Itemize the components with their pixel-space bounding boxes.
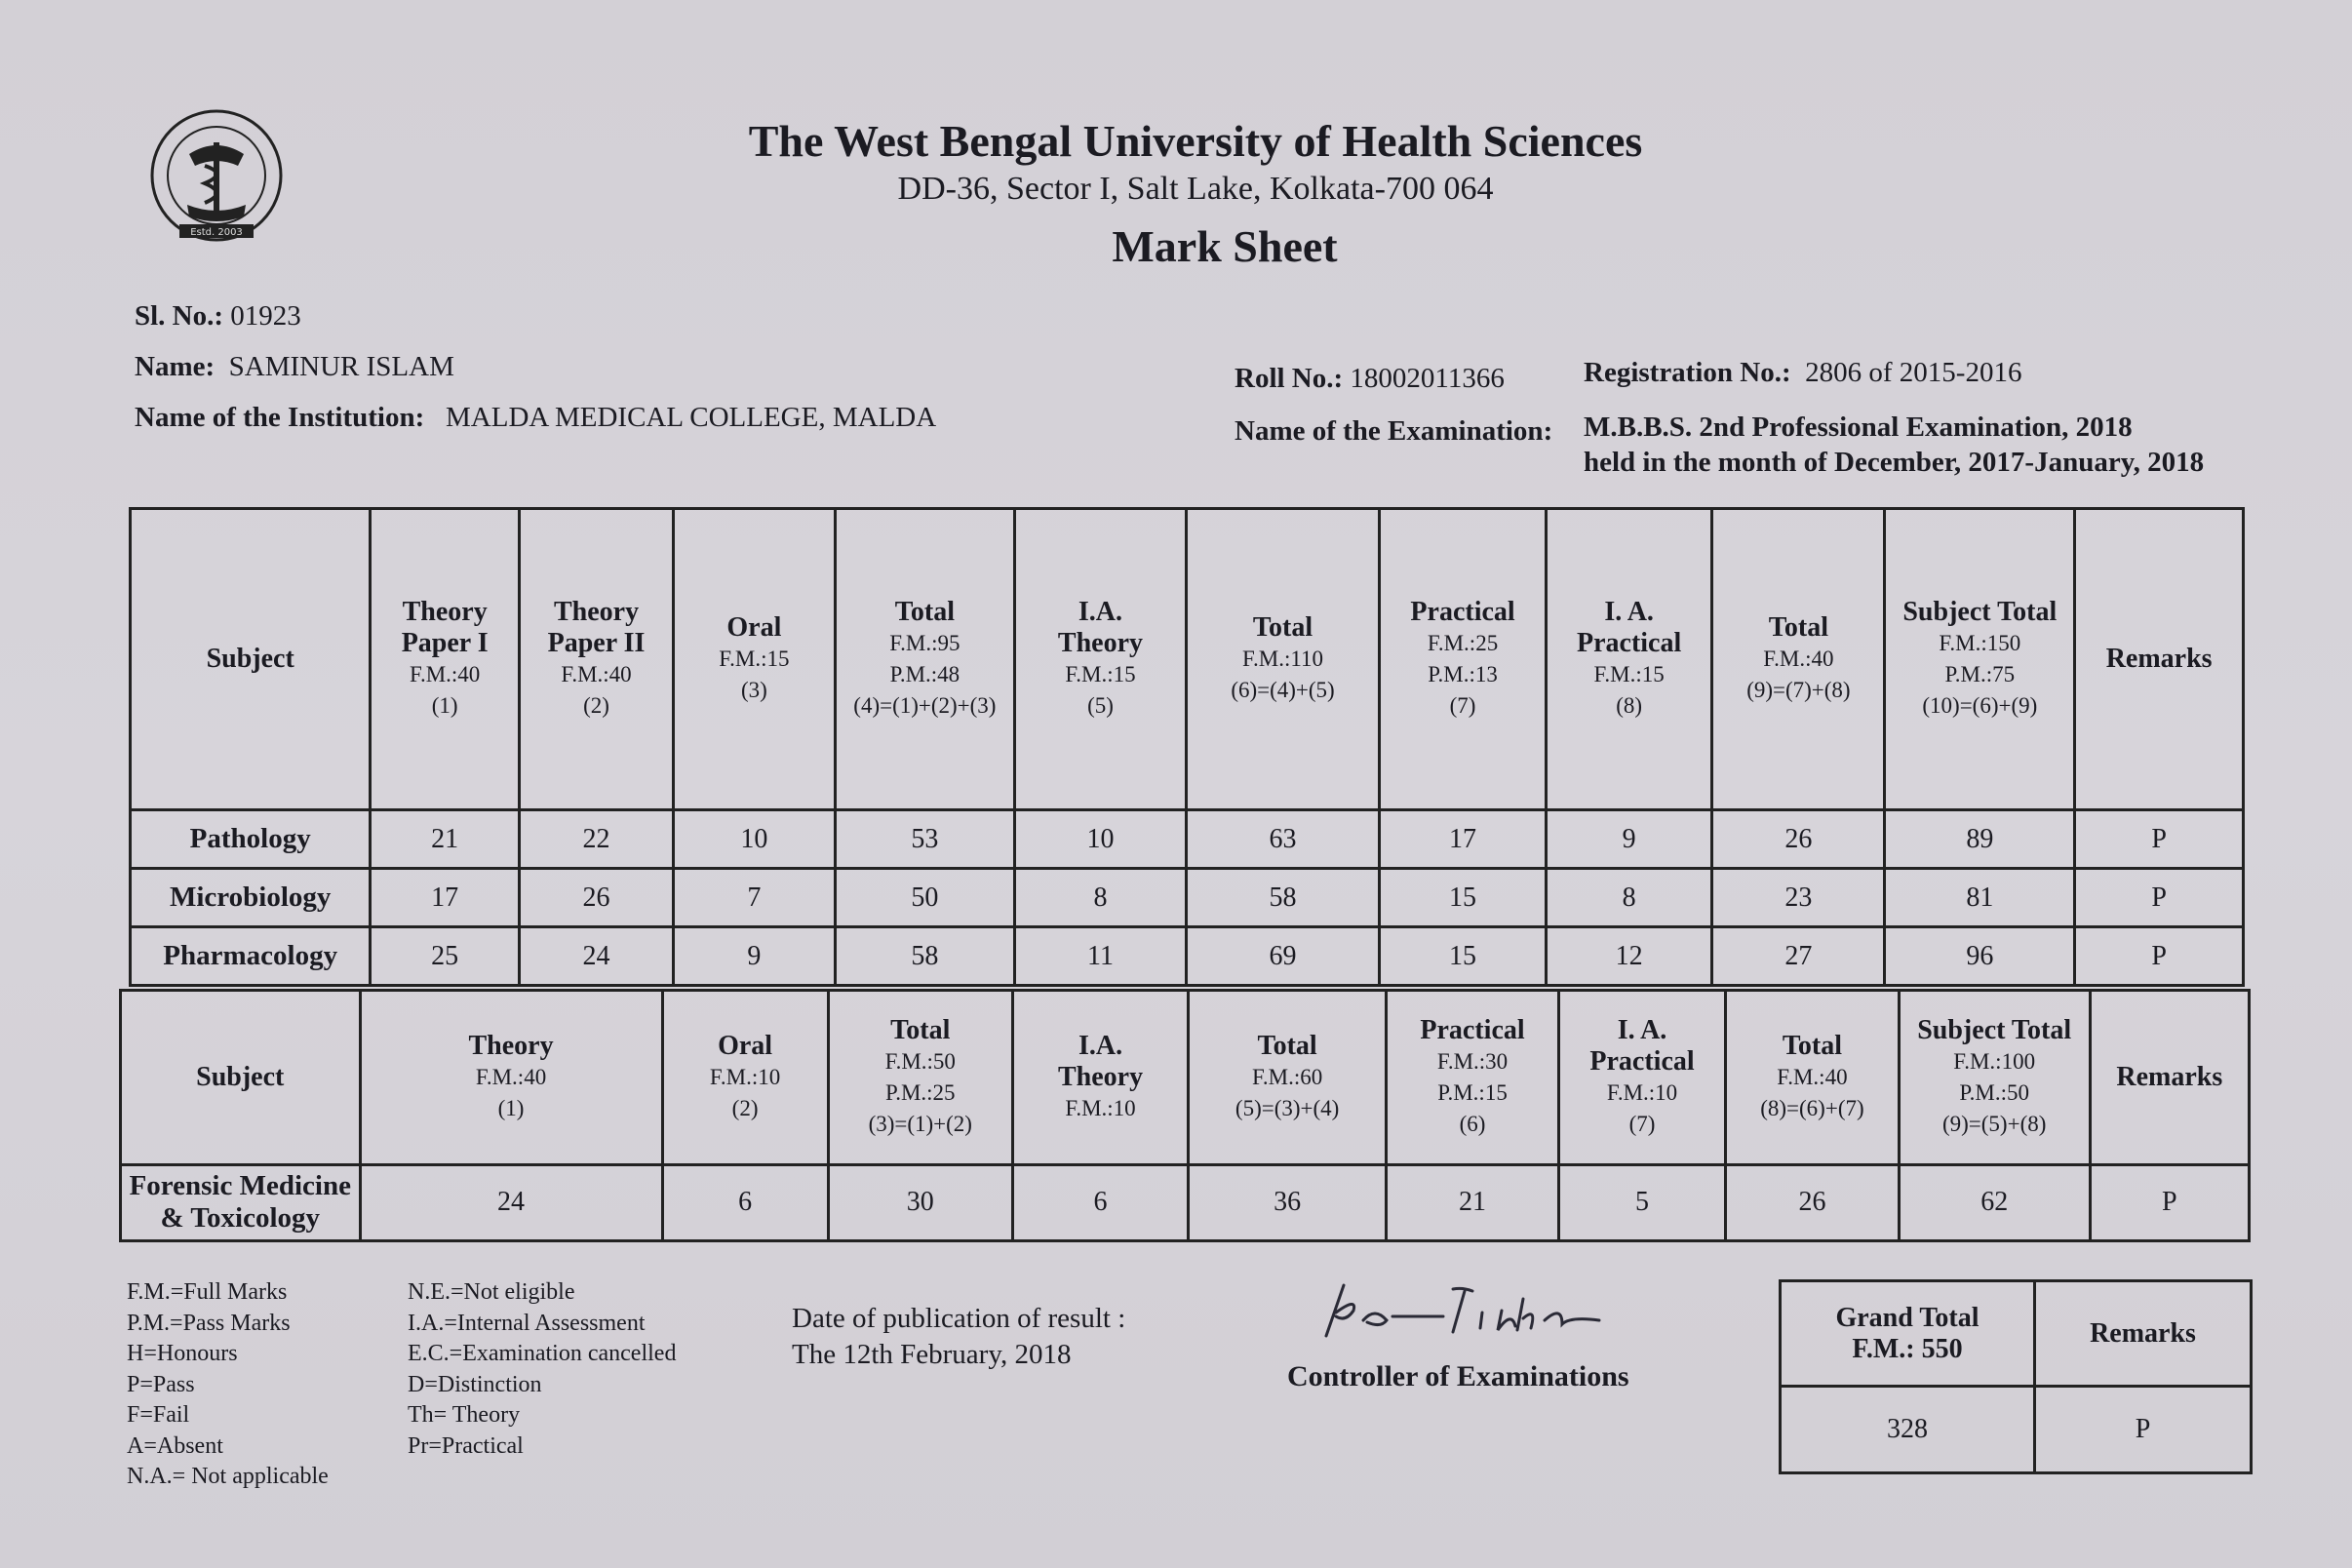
- grand-total-value: 328: [1781, 1387, 2035, 1473]
- legend-item: F=Fail: [127, 1402, 190, 1428]
- legend-item: E.C.=Examination cancelled: [408, 1341, 677, 1366]
- table-row: [121, 1164, 2250, 1240]
- header-oral: Oral F.M.:15 (3): [674, 509, 835, 810]
- mark-cell: 26: [1726, 1164, 1900, 1240]
- mark-cell: 62: [1899, 1164, 2090, 1240]
- table-header-row: [131, 509, 2244, 810]
- registration-number: Registration No.: 2806 of 2015-2016: [1584, 357, 2022, 388]
- header-theory: Theory F.M.:40 (1): [360, 991, 662, 1165]
- table-row: [131, 869, 2244, 927]
- mark-cell: 8: [1546, 869, 1712, 927]
- header-practical: Practical F.M.:25 P.M.:13 (7): [1380, 509, 1547, 810]
- legend-item: P.M.=Pass Marks: [127, 1310, 291, 1336]
- mark-cell: 30: [828, 1164, 1012, 1240]
- mark-cell: P: [2075, 810, 2244, 869]
- mark-cell: 26: [519, 869, 673, 927]
- subject-name: Pathology: [131, 810, 371, 869]
- header-subject: Subject: [131, 509, 371, 810]
- svg-text:Estd. 2003: Estd. 2003: [190, 227, 243, 238]
- header-total: Total F.M.:40 (8)=(6)+(7): [1726, 991, 1900, 1165]
- mark-cell: 12: [1546, 927, 1712, 986]
- marks-table-forensic: [119, 989, 2251, 1242]
- header-subject-total: Subject Total F.M.:150 P.M.:75 (10)=(6)+(9): [1885, 509, 2075, 810]
- mark-cell: 53: [835, 810, 1015, 869]
- legend-col-2: [408, 1277, 676, 1462]
- table-row: [131, 927, 2244, 986]
- mark-cell: 63: [1186, 810, 1380, 869]
- mark-cell: 10: [1015, 810, 1187, 869]
- mark-cell: 21: [371, 810, 520, 869]
- legend-item: Pr=Practical: [408, 1432, 524, 1459]
- legend-item: H=Honours: [127, 1341, 238, 1366]
- header-i-a-practical: I. A. Practical F.M.:10 (7): [1558, 991, 1725, 1165]
- mark-cell: 15: [1380, 927, 1547, 986]
- mark-cell: 22: [519, 810, 673, 869]
- legend-col-1: [127, 1277, 329, 1493]
- mark-cell: 17: [371, 869, 520, 927]
- mark-cell: 5: [1558, 1164, 1725, 1240]
- mark-cell: 24: [519, 927, 673, 986]
- mark-cell: 89: [1885, 810, 2075, 869]
- header-theory-paper-ii: Theory Paper II F.M.:40 (2): [519, 509, 673, 810]
- examination-name: M.B.B.S. 2nd Professional Examination, 2018 held in the month of December, 2017-January, 2018: [1584, 412, 2205, 478]
- mark-cell: P: [2075, 927, 2244, 986]
- legend-item: F.M.=Full Marks: [127, 1279, 288, 1305]
- institution-name: Name of the Institution: MALDA MEDICAL COLLEGE, MALDA: [135, 402, 937, 433]
- legend-item: Th= Theory: [408, 1402, 521, 1428]
- mark-cell: 50: [835, 869, 1015, 927]
- marks-table-main: [129, 507, 2245, 987]
- grand-remarks-header: Remarks: [2035, 1281, 2252, 1387]
- legend-item: A=Absent: [127, 1432, 223, 1459]
- mark-cell: 96: [1885, 927, 2075, 986]
- header-total: Total F.M.:110 (6)=(4)+(5): [1186, 509, 1380, 810]
- mark-cell: 81: [1885, 869, 2075, 927]
- mark-cell: 6: [662, 1164, 828, 1240]
- header-practical: Practical F.M.:30 P.M.:15 (6): [1387, 991, 1559, 1165]
- mark-cell: 25: [371, 927, 520, 986]
- serial-number: Sl. No.: 01923: [135, 300, 301, 332]
- university-address: DD-36, Sector I, Salt Lake, Kolkata-700 064: [897, 171, 1494, 207]
- page-title: Mark Sheet: [1112, 221, 1338, 271]
- header-total: Total F.M.:95 P.M.:48 (4)=(1)+(2)+(3): [835, 509, 1015, 810]
- header-remarks: Remarks: [2090, 991, 2249, 1165]
- mark-cell: 26: [1712, 810, 1885, 869]
- mark-cell: P: [2075, 869, 2244, 927]
- mark-cell: 24: [360, 1164, 662, 1240]
- subject-name: Microbiology: [131, 869, 371, 927]
- mark-cell: 8: [1015, 869, 1187, 927]
- header-i-a-practical: I. A. Practical F.M.:15 (8): [1546, 509, 1712, 810]
- publication-date: Date of publication of result : The 12th February, 2018: [792, 1303, 1126, 1370]
- legend-item: D=Distinction: [408, 1371, 542, 1397]
- mark-cell: 6: [1012, 1164, 1188, 1240]
- legend-item: I.A.=Internal Assessment: [408, 1310, 646, 1336]
- mark-cell: 36: [1189, 1164, 1387, 1240]
- header-remarks: Remarks: [2075, 509, 2244, 810]
- header-subject-total: Subject Total F.M.:100 P.M.:50 (9)=(5)+(8): [1899, 991, 2090, 1165]
- table-row: [131, 810, 2244, 869]
- legend-item: N.A.= Not applicable: [127, 1464, 329, 1489]
- mark-cell: 23: [1712, 869, 1885, 927]
- mark-cell: 9: [674, 927, 835, 986]
- grand-total-table: [1779, 1279, 2253, 1474]
- subject-name: Pharmacology: [131, 927, 371, 986]
- header-oral: Oral F.M.:10 (2): [662, 991, 828, 1165]
- mark-cell: 9: [1546, 810, 1712, 869]
- header-i-a-theory: I.A. Theory F.M.:10: [1012, 991, 1188, 1165]
- examination-label: Name of the Examination:: [1235, 415, 1553, 447]
- mark-cell: 11: [1015, 927, 1187, 986]
- mark-cell: P: [2090, 1164, 2249, 1240]
- table-header-row: [121, 991, 2250, 1165]
- legend-item: P=Pass: [127, 1371, 195, 1397]
- mark-cell: 21: [1387, 1164, 1559, 1240]
- roll-number: Roll No.: 18002011366: [1235, 363, 1505, 394]
- mark-cell: 10: [674, 810, 835, 869]
- mark-cell: 17: [1380, 810, 1547, 869]
- header-i-a-theory: I.A. Theory F.M.:15 (5): [1015, 509, 1187, 810]
- header-total: Total F.M.:60 (5)=(3)+(4): [1189, 991, 1387, 1165]
- header-theory-paper-i: Theory Paper I F.M.:40 (1): [371, 509, 520, 810]
- controller-title: Controller of Examinations: [1287, 1360, 1629, 1392]
- header-total: Total F.M.:50 P.M.:25 (3)=(1)+(2): [828, 991, 1012, 1165]
- grand-remarks-value: P: [2035, 1387, 2252, 1473]
- header-subject: Subject: [121, 991, 361, 1165]
- header-total: Total F.M.:40 (9)=(7)+(8): [1712, 509, 1885, 810]
- mark-cell: 58: [1186, 869, 1380, 927]
- subject-name: Forensic Medicine & Toxicology: [121, 1164, 361, 1240]
- university-name: The West Bengal University of Health Sciences: [748, 116, 1643, 166]
- mark-cell: 15: [1380, 869, 1547, 927]
- student-name: Name: SAMINUR ISLAM: [135, 351, 454, 382]
- legend-item: N.E.=Not eligible: [408, 1279, 575, 1305]
- grand-total-header: Grand Total F.M.: 550: [1781, 1281, 2035, 1387]
- controller-signature: [1307, 1277, 1628, 1346]
- mark-cell: 69: [1186, 927, 1380, 986]
- mark-cell: 27: [1712, 927, 1885, 986]
- mark-cell: 58: [835, 927, 1015, 986]
- mark-cell: 7: [674, 869, 835, 927]
